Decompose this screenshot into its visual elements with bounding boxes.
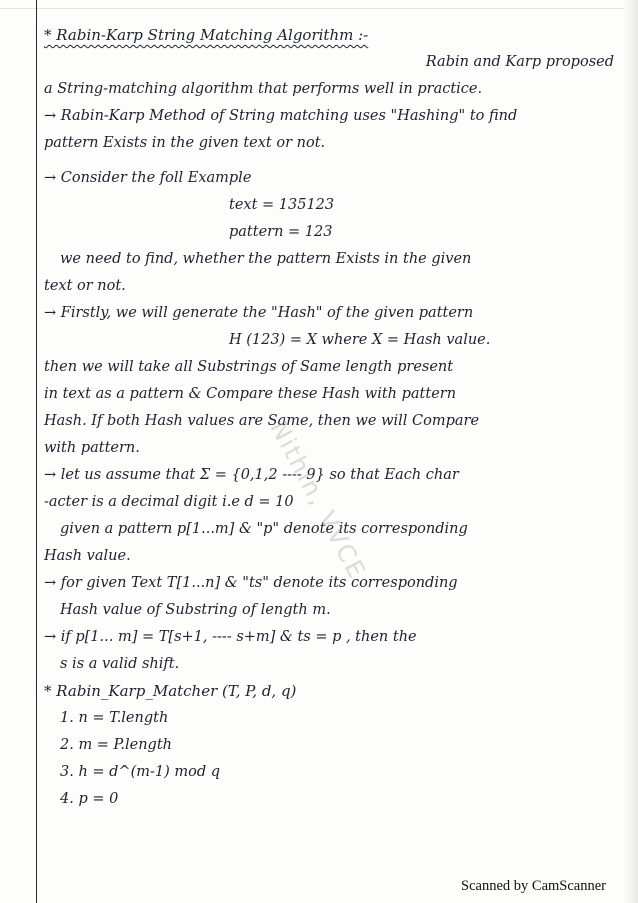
note-line: a String-matching algorithm that performs well in practice. <box>44 81 483 97</box>
algorithm-step: 3. h = d^(m-1) mod q <box>60 764 221 780</box>
note-line: → Rabin-Karp Method of String matching uses "Hashing" to find <box>44 108 518 124</box>
note-line: then we will take all Substrings of Same length present <box>44 359 454 375</box>
algorithm-step: 2. m = P.length <box>60 737 172 753</box>
note-line: → Consider the foll Example <box>44 170 252 186</box>
note-line: text or not. <box>44 278 126 294</box>
note-line: Hash value. <box>44 548 131 564</box>
example-pattern: pattern = 123 <box>229 224 333 240</box>
watermark: Nithin, VVCE <box>264 416 372 584</box>
note-line: Hash value of Substring of length m. <box>60 602 331 618</box>
note-line: → Firstly, we will generate the "Hash" of the given pattern <box>44 305 474 321</box>
note-line: → let us assume that Σ = {0,1,2 ---- 9} so that Each char <box>44 467 459 483</box>
example-text: text = 135123 <box>229 197 335 213</box>
notes-content <box>44 22 624 813</box>
note-line: -acter is a decimal digit i.e d = 10 <box>44 494 294 510</box>
note-line: → for given Text T[1...n] & "ts" denote its corresponding <box>44 575 458 591</box>
note-line: given a pattern p[1...m] & "p" denote its corresponding <box>60 521 468 537</box>
note-line: in text as a pattern & Compare these Hash with pattern <box>44 386 457 402</box>
note-line: s is a valid shift. <box>60 656 180 672</box>
algorithm-step: 4. p = 0 <box>60 791 119 807</box>
note-line: Rabin and Karp proposed <box>425 54 614 70</box>
page-edge-shadow <box>624 0 638 903</box>
note-line: Hash. If both Hash values are Same, then we will Compare <box>44 413 480 429</box>
margin-line <box>36 0 37 903</box>
note-line: pattern Exists in the given text or not. <box>44 135 326 151</box>
algorithm-step: 1. n = T.length <box>60 710 169 726</box>
hash-formula: H (123) = X where X = Hash value. <box>229 332 491 348</box>
section-title: * Rabin-Karp String Matching Algorithm :- <box>44 26 369 44</box>
note-line: we need to find, whether the pattern Exists in the given <box>60 251 472 267</box>
note-line: with pattern. <box>44 440 140 456</box>
algorithm-title: * Rabin_Karp_Matcher (T, P, d, q) <box>44 682 297 700</box>
scanner-footer: Scanned by CamScanner <box>461 878 606 894</box>
note-line: → if p[1... m] = T[s+1, ---- s+m] & ts = p , then the <box>44 629 417 645</box>
page-top-rule <box>0 8 638 9</box>
